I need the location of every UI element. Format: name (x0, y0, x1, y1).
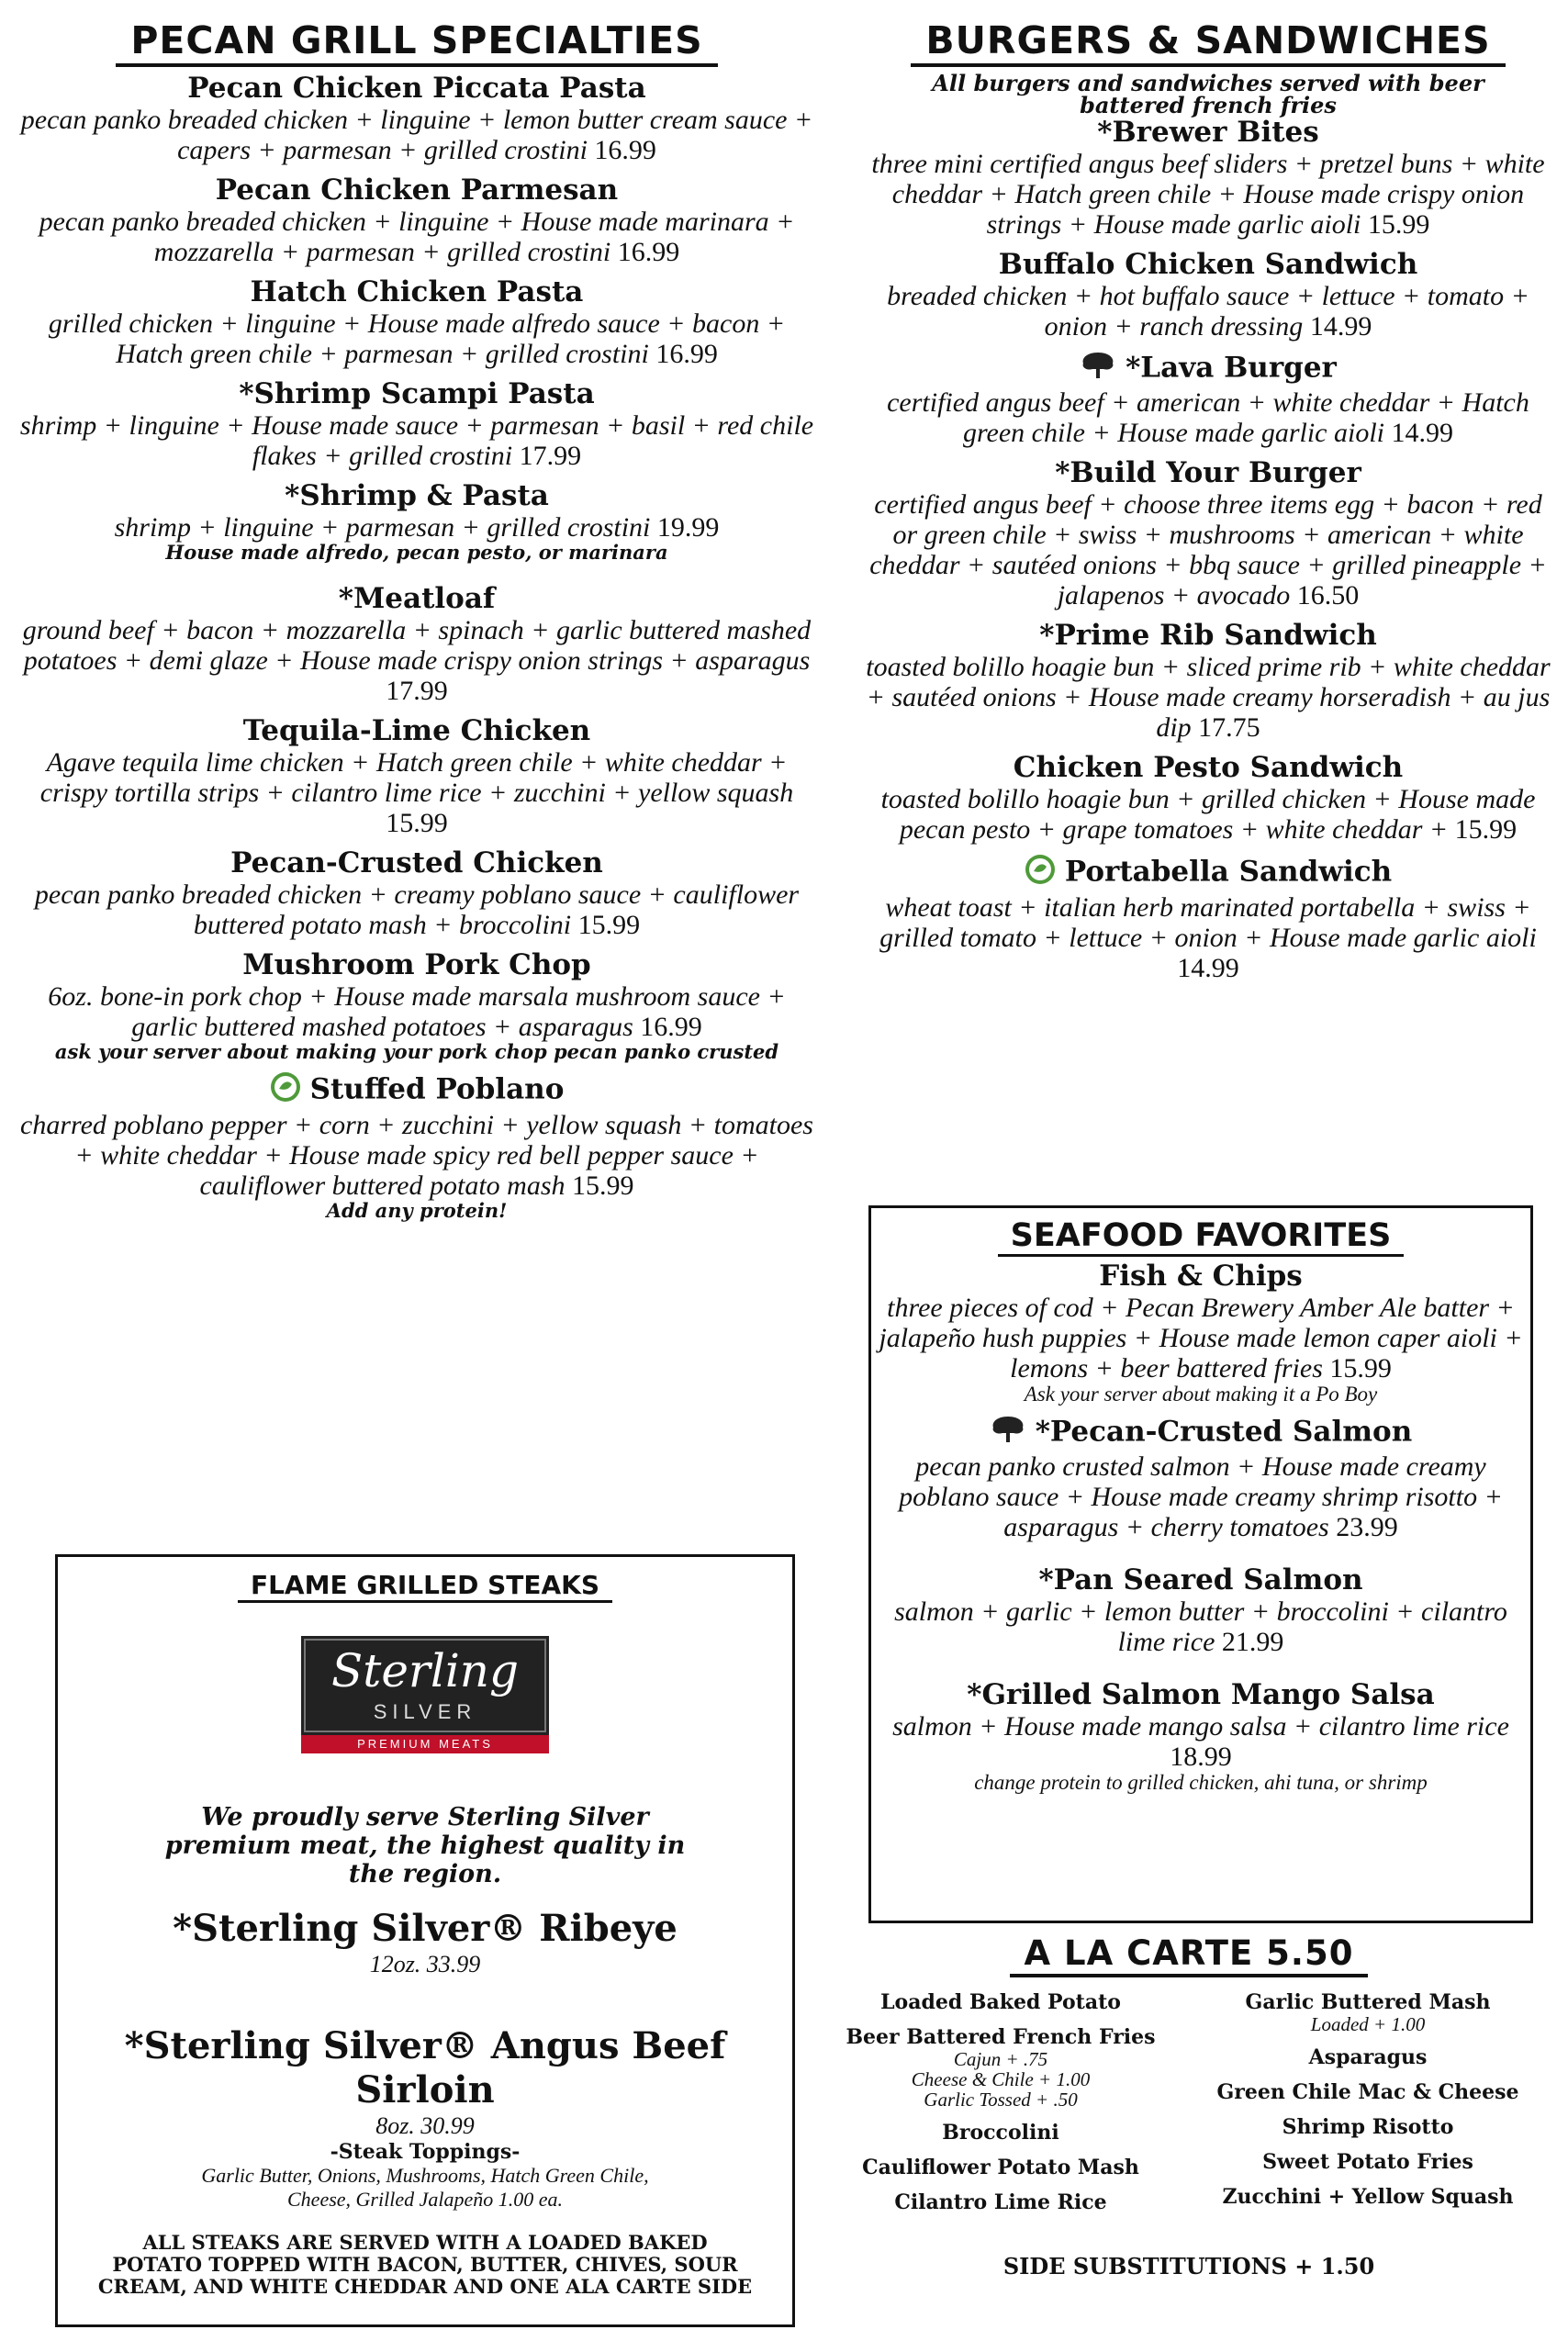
side-item-mods (1193, 2014, 1542, 2034)
menu-item-description-text: pecan panko breaded chicken + linguine + House made marinara + mozzarella + parmesan + grilled crostini (39, 207, 795, 268)
menu-item (13, 378, 821, 471)
menu-item-description (871, 1451, 1530, 1542)
menu-item (13, 276, 821, 369)
menu-item-price: 14.99 (1309, 311, 1372, 342)
menu-item-name (13, 174, 821, 207)
menu-item-description-text: 6oz. bone-in pork chop + House made marsala mushroom sauce + garlic buttered mashed potatoes + asparagus (48, 981, 786, 1043)
menu-item-name (13, 378, 821, 410)
pecan-tree-icon (990, 1415, 1026, 1451)
menu-item-title: *Meatloaf (338, 582, 496, 616)
burgers-column (863, 18, 1553, 992)
menu-item-name (13, 1071, 821, 1110)
menu-item-description-text: Agave tequila lime chicken + Hatch green chile + white cheddar + crispy tortilla strips + cilantro lime rice + zucchini + yellow squash (39, 747, 794, 809)
menu-item-name (863, 457, 1553, 489)
menu-item (863, 854, 1553, 983)
menu-item-name (871, 1415, 1530, 1451)
menu-item-description (863, 281, 1553, 342)
menu-item-price: 15.99 (1454, 814, 1518, 846)
menu-item-title: Buffalo Chicken Sandwich (998, 248, 1418, 282)
menu-item-name (863, 854, 1553, 892)
menu-item-description-text: certified angus beef + choose three items egg + bacon + red or green chile + swiss + mushrooms + american + white cheddar + sautéed onions + bbq sauce + grilled pineapple + jalapenos + avocado (869, 489, 1547, 611)
menu-item (13, 847, 821, 940)
menu-item-title: Pecan-Crusted Chicken (230, 846, 603, 880)
menu-item (863, 117, 1553, 240)
menu-item (13, 1071, 821, 1221)
menu-item-description (13, 105, 821, 165)
menu-item-price: 15.99 (1329, 1353, 1392, 1383)
menu-item-title: Tequila-Lime Chicken (242, 714, 591, 748)
side-item-mod: Loaded + 1.00 (1310, 2013, 1426, 2036)
menu-item-description-text: salmon + garlic + lemon butter + broccolini + cilantro lime rice (894, 1596, 1507, 1657)
menu-item-price: 21.99 (1221, 1627, 1284, 1657)
menu-item-price: 16.99 (594, 135, 656, 166)
menu-item-price: 16.50 (1296, 580, 1360, 611)
menu-item-description (871, 1293, 1530, 1383)
side-item-mods (826, 2049, 1175, 2110)
menu-item-price: 17.75 (1198, 712, 1260, 744)
menu-item-description-text: charred poblano pepper + corn + zucchini + yellow squash + tomatoes + white cheddar + House made spicy red bell pepper sauce + cauliflower buttered potato mash (20, 1110, 813, 1202)
menu-item-description-text: certified angus beef + american + white cheddar + Hatch green chile + House made garlic aioli (887, 387, 1529, 449)
menu-item-price: 14.99 (1391, 418, 1454, 449)
burgers-title: BURGERS & SANDWICHES (911, 18, 1505, 67)
menu-item (863, 752, 1553, 845)
menu-item-name (13, 276, 821, 308)
menu-item-description-text: three mini certified angus beef sliders + pretzel buns + white cheddar + Hatch green chile + House made crispy onion strings + House made garlic aioli (871, 149, 1545, 241)
menu-item-description (871, 1711, 1530, 1772)
menu-item-name (871, 1260, 1530, 1293)
menu-item-title: Pecan Chicken Piccata Pasta (187, 72, 646, 106)
steaks-footer: ALL STEAKS ARE SERVED WITH A LOADED BAKED POTATO TOPPED WITH BACON, BUTTER, CHIVES, SOUR CREAM, AND WHITE CHEDDAR AND ONE ALA CARTE SIDE (97, 2231, 753, 2298)
menu-item (13, 715, 821, 838)
menu-item-name (13, 583, 821, 615)
logo-brand: Sterling (330, 1644, 520, 1697)
menu-item (863, 620, 1553, 743)
menu-item-price: 15.99 (386, 808, 448, 839)
menu-item-name (13, 480, 821, 512)
menu-item-price: 15.99 (572, 1170, 634, 1202)
menu-item-name (863, 752, 1553, 784)
menu-item (871, 1679, 1530, 1794)
menu-item (863, 249, 1553, 342)
menu-item-description (871, 1596, 1530, 1657)
menu-item-name (871, 1564, 1530, 1596)
menu-item-title: *Brewer Bites (1097, 116, 1319, 150)
sirloin-name-1: *Sterling Silver® Angus Beef (124, 2024, 726, 2067)
toppings-list: Garlic Butter, Onions, Mushrooms, Hatch Green Chile, Cheese, Grilled Jalapeño 1.00 ea. (201, 2164, 649, 2211)
menu-item-description-text: three pieces of cod + Pecan Brewery Amber Ale batter + jalapeño hush puppies + House made lemon caper aioli + lemons + beer battered fries (879, 1293, 1523, 1383)
side-item: Beer Battered French Fries (846, 2025, 1156, 2050)
menu-item-title: Stuffed Poblano (309, 1072, 565, 1106)
steaks-box (55, 1554, 795, 2327)
sirloin-name-2: Sirloin (355, 2068, 495, 2111)
menu-item-title: *Build Your Burger (1055, 456, 1361, 490)
logo-tag: PREMIUM MEATS (357, 1737, 493, 1751)
sirloin-detail: 8oz. 30.99 (375, 2112, 475, 2139)
menu-item-title: Chicken Pesto Sandwich (1013, 751, 1404, 785)
menu-item-price: 16.99 (617, 237, 680, 268)
side-item: Loaded Baked Potato (880, 1990, 1121, 2015)
menu-item-name (863, 249, 1553, 281)
menu-item-description (13, 1110, 821, 1201)
menu-item-name (13, 949, 821, 981)
menu-item-description (863, 892, 1553, 983)
menu-item-description (13, 615, 821, 706)
menu-item-title: Fish & Chips (1099, 1260, 1303, 1293)
menu-item-title: *Prime Rib Sandwich (1039, 619, 1377, 653)
alacarte-title: A LA CARTE 5.50 (1010, 1933, 1369, 1977)
menu-item-description (863, 784, 1553, 845)
menu-item-description-text: shrimp + linguine + House made sauce + parmesan + basil + red chile flakes + grilled crostini (19, 410, 814, 472)
menu-item (13, 949, 821, 1062)
menu-item-price: 14.99 (1177, 953, 1239, 984)
menu-item-description-text: toasted bolillo hoagie bun + grilled chicken + House made pecan pesto + grape tomatoes + white cheddar + (880, 784, 1536, 846)
menu-item-description (13, 410, 821, 471)
side-item-mod: Garlic Tossed + .50 (924, 2089, 1078, 2111)
menu-item-note: ask your server about making your pork chop pecan panko crusted (54, 1040, 779, 1064)
logo-sub: SILVER (373, 1700, 477, 1723)
menu-item-title: Portabella Sandwich (1064, 855, 1393, 889)
menu-item-description-text: pecan panko breaded chicken + linguine + lemon butter cream sauce + capers + parmesan + grilled crostini (20, 105, 813, 166)
menu-item-name (13, 715, 821, 747)
side-item: Broccolini (942, 2121, 1059, 2145)
alacarte-section (826, 1933, 1551, 2279)
menu-item-description (13, 981, 821, 1042)
side-item: Shrimp Risotto (1282, 2115, 1454, 2140)
menu-item (13, 480, 821, 563)
menu-item-description (13, 308, 821, 369)
side-item: Cauliflower Potato Mash (862, 2156, 1139, 2180)
menu-item-title: *Shrimp & Pasta (285, 479, 549, 513)
menu-item-description-text: shrimp + linguine + parmesan + grilled crostini (114, 512, 651, 543)
menu-item (13, 583, 821, 706)
menu-item-title: *Shrimp Scampi Pasta (239, 377, 595, 411)
menu-item-description-text: salmon + House made mango salsa + cilantro lime rice (892, 1711, 1509, 1742)
menu-item-description-text: wheat toast + italian herb marinated portabella + swiss + grilled tomato + lettuce + onion + House made garlic aioli (879, 892, 1537, 954)
menu-item-title: *Pan Seared Salmon (1038, 1563, 1363, 1596)
menu-item (13, 174, 821, 267)
menu-item (13, 73, 821, 165)
menu-item-name (863, 117, 1553, 149)
specialties-list (13, 73, 821, 1221)
menu-item-note: Ask your server about making it a Po Boy (1024, 1383, 1378, 1406)
steaks-intro: We proudly serve Sterling Silver premium meat, the highest quality in the region. (164, 1803, 686, 1888)
menu-item-note: change protein to grilled chicken, ahi tuna, or shrimp (974, 1771, 1428, 1794)
menu-item-note: House made alfredo, pecan pesto, or marinara (165, 541, 668, 565)
sterling-silver-logo (301, 1636, 549, 1755)
menu-item-name (13, 847, 821, 879)
menu-item-title: *Pecan-Crusted Salmon (1035, 1415, 1413, 1449)
side-item-mod: Cheese & Chile + 1.00 (911, 2068, 1091, 2091)
vegetarian-icon (1025, 854, 1056, 892)
side-item: Garlic Buttered Mash (1245, 1990, 1491, 2015)
burgers-list (863, 117, 1553, 983)
menu-item-description (13, 512, 821, 543)
toppings-title: -Steak Toppings- (330, 2140, 521, 2164)
menu-item-description (13, 879, 821, 940)
menu-item-note: Add any protein! (326, 1199, 508, 1223)
menu-item-description-text: pecan panko breaded chicken + creamy poblano sauce + cauliflower buttered potato mash + broccolini (34, 879, 800, 941)
alacarte-right-list (1193, 1990, 1542, 2220)
menu-item-price: 17.99 (519, 441, 582, 472)
side-item: Zucchini + Yellow Squash (1222, 2185, 1514, 2210)
menu-item-description-text: breaded chicken + hot buffalo sauce + lettuce + tomato + onion + ranch dressing (887, 281, 1529, 342)
menu-item-name (13, 73, 821, 105)
specialties-column (13, 18, 821, 1230)
menu-item-description (863, 387, 1553, 448)
steaks-title: FLAME GRILLED STEAKS (238, 1570, 612, 1603)
menu-item-description (863, 149, 1553, 240)
alacarte-footer: SIDE SUBSTITUTIONS + 1.50 (1002, 2253, 1375, 2280)
menu-item-price: 16.99 (640, 1012, 702, 1043)
menu-item-title: Pecan Chicken Parmesan (215, 174, 619, 207)
side-item: Sweet Potato Fries (1262, 2150, 1473, 2175)
menu-item-description (13, 747, 821, 838)
alacarte-left-list (826, 1990, 1175, 2225)
side-item: Asparagus (1308, 2045, 1428, 2070)
menu-item-description (863, 489, 1553, 610)
pecan-tree-icon (1080, 351, 1116, 387)
seafood-title: SEAFOOD FAVORITES (998, 1217, 1405, 1257)
seafood-box (868, 1205, 1533, 1923)
menu-item-price: 15.99 (1367, 209, 1430, 241)
menu-item-price: 18.99 (1170, 1742, 1232, 1772)
menu-item (871, 1564, 1530, 1657)
menu-item-title: Mushroom Pork Chop (242, 948, 591, 982)
menu-item-price: 17.99 (386, 676, 448, 707)
menu-item-price: 16.99 (655, 339, 718, 370)
menu-item-description (863, 652, 1553, 743)
ribeye-detail: 12oz. 33.99 (369, 1951, 481, 1977)
ribeye-name: *Sterling Silver® Ribeye (173, 1907, 678, 1950)
menu-item (871, 1415, 1530, 1542)
menu-item-name (863, 620, 1553, 652)
menu-item-description-text: ground beef + bacon + mozzarella + spinach + garlic buttered mashed potatoes + demi glaze + House made crispy onion strings + asparagus (22, 615, 812, 677)
menu-item-title: *Grilled Salmon Mango Salsa (967, 1678, 1435, 1711)
seafood-list (871, 1260, 1530, 1794)
menu-item-description-text: grilled chicken + linguine + House made alfredo sauce + bacon + Hatch green chile + parmesan + grilled crostini (48, 308, 786, 370)
menu-item-price: 19.99 (656, 512, 720, 543)
menu-item (863, 457, 1553, 610)
specialties-title: PECAN GRILL SPECIALTIES (116, 18, 717, 67)
side-item-mod: Cajun + .75 (953, 2048, 1048, 2071)
menu-item-description-text: toasted bolillo hoagie bun + sliced prime rib + white cheddar + sautéed onions + House made creamy horseradish + au jus dip (866, 652, 1551, 744)
menu-item-price: 15.99 (577, 910, 641, 941)
menu-item-price: 23.99 (1336, 1512, 1398, 1542)
menu-item-name (871, 1679, 1530, 1711)
menu-item-name (863, 351, 1553, 387)
side-item: Green Chile Mac & Cheese (1216, 2080, 1519, 2105)
menu-item-title: *Lava Burger (1126, 351, 1337, 385)
menu-item-title: Hatch Chicken Pasta (250, 275, 584, 309)
menu-item (863, 351, 1553, 448)
menu-item-description-text: pecan panko crusted salmon + House made creamy poblano sauce + House made creamy shrimp risotto + asparagus + cherry tomatoes (899, 1451, 1503, 1542)
menu-item-description (13, 207, 821, 267)
vegetarian-icon (270, 1071, 301, 1110)
burgers-subtitle: All burgers and sandwiches served with beer battered french fries (932, 70, 1484, 119)
side-item: Cilantro Lime Rice (894, 2190, 1107, 2215)
menu-item (871, 1260, 1530, 1406)
